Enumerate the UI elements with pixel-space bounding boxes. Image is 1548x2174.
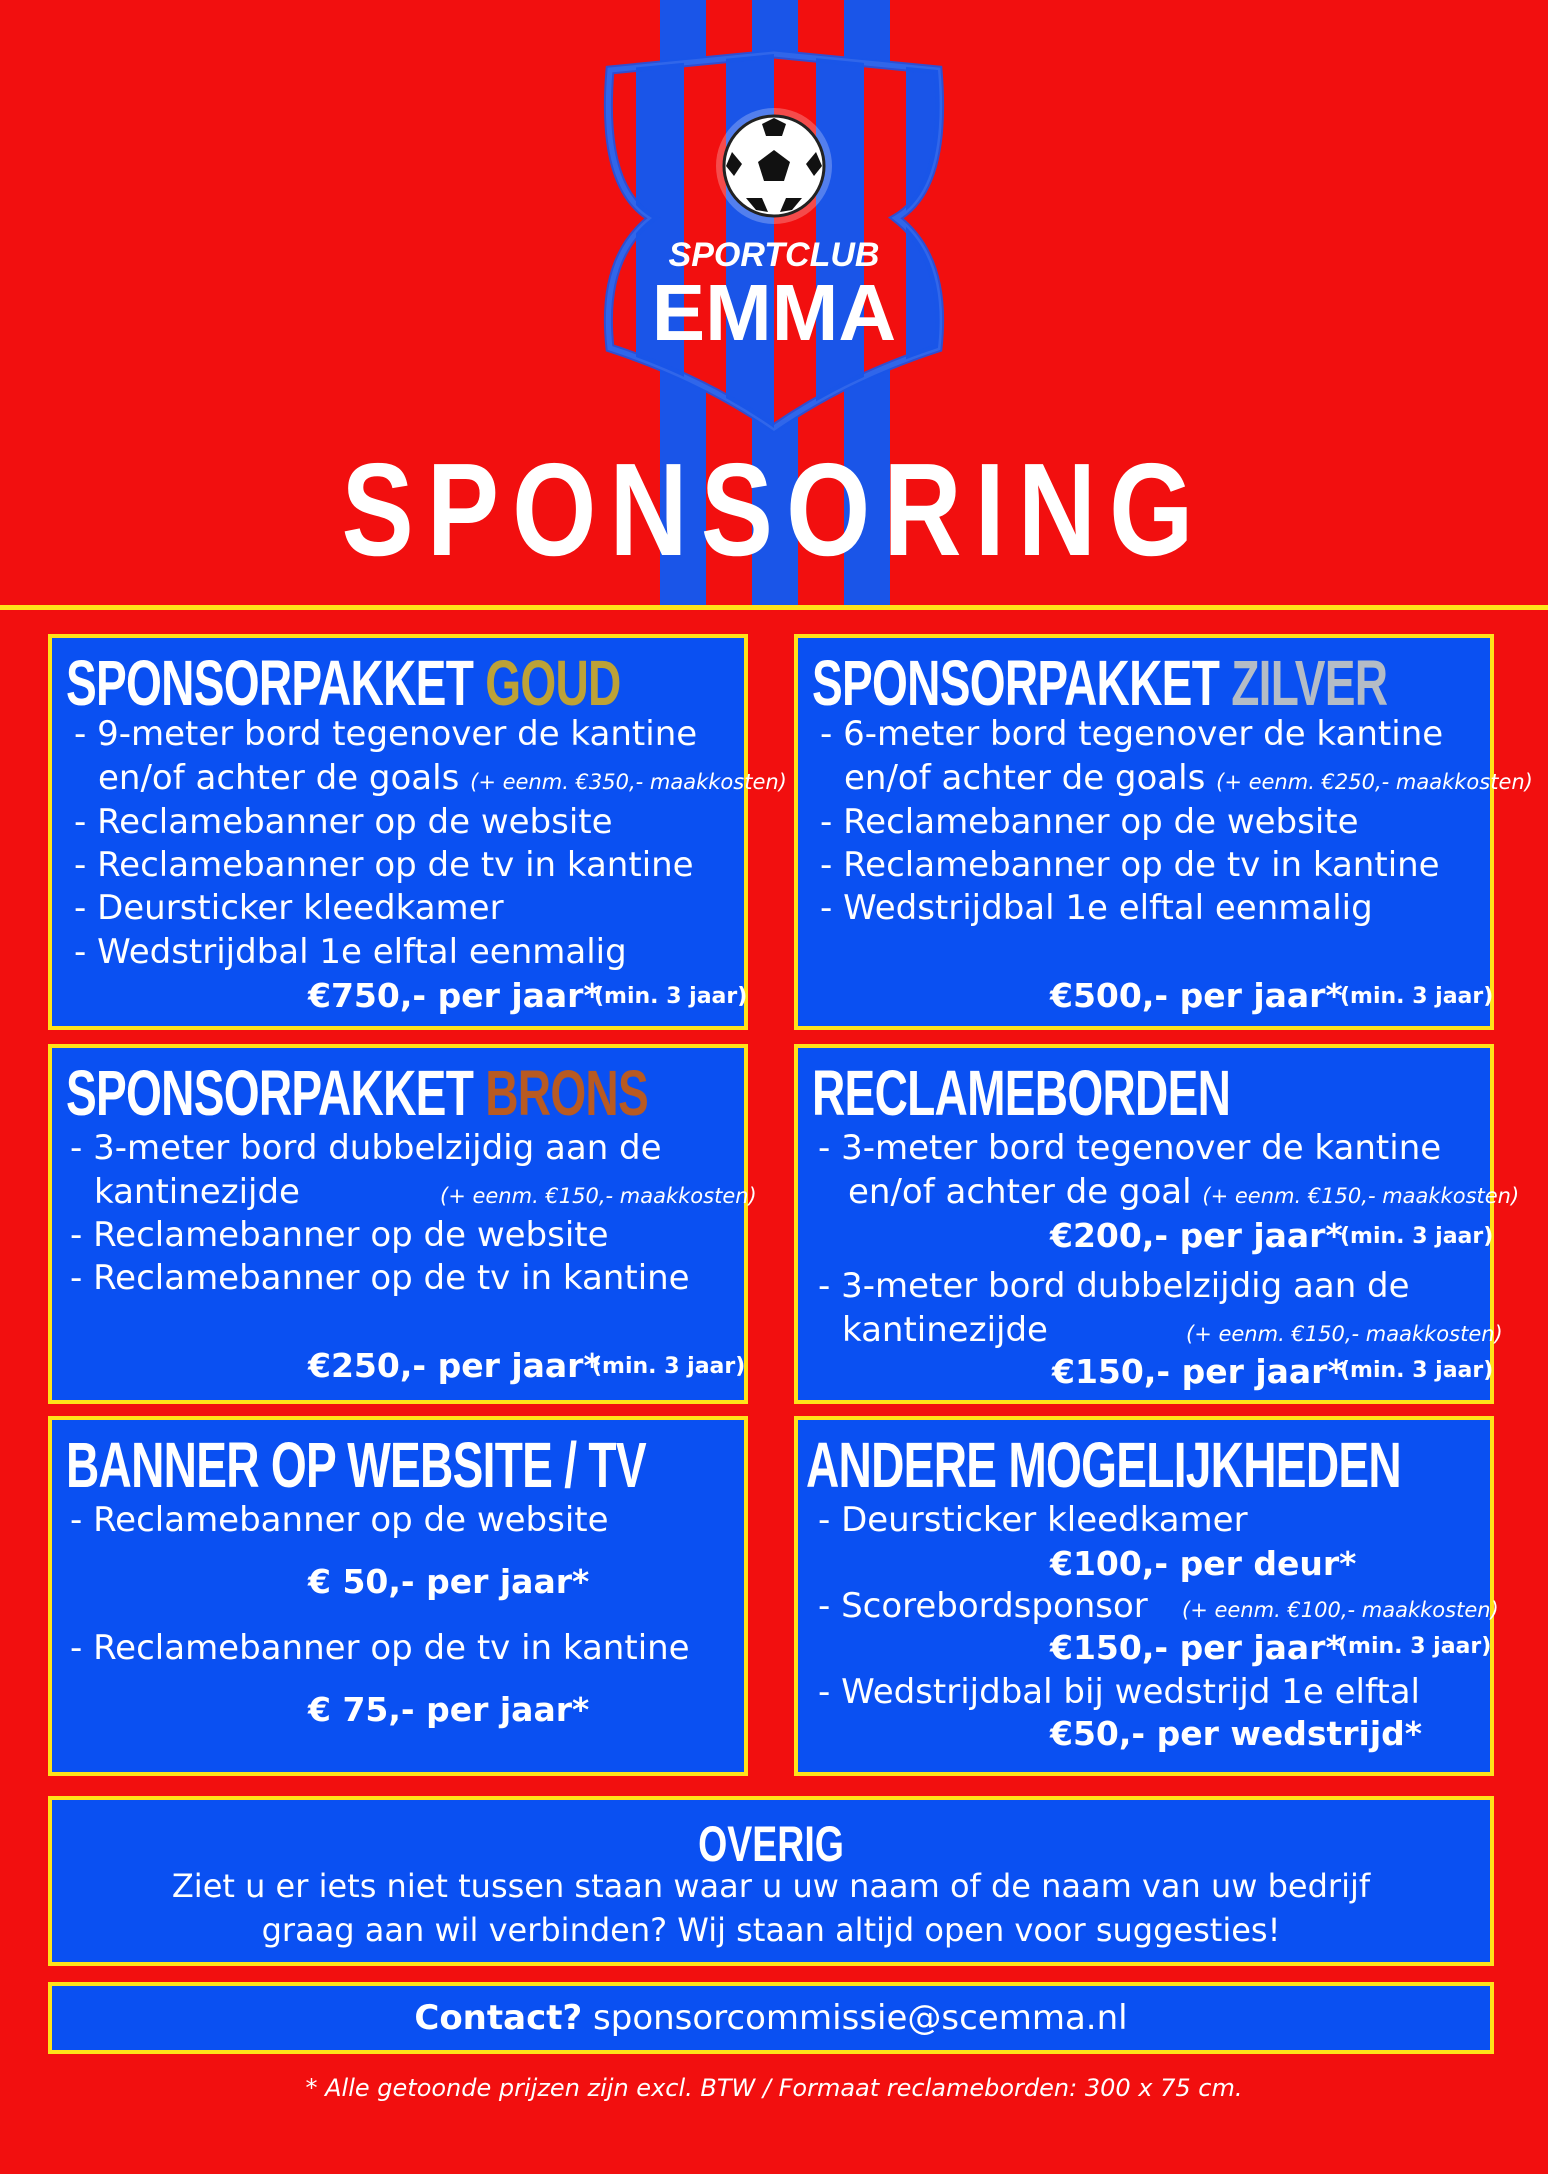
reclameborden [794, 1044, 1520, 1404]
banner-header: BANNER OP WEBSITE / TV [66, 1429, 646, 1501]
package-goud-header: SPONSORPAKKET GOUD [66, 647, 621, 719]
reclameborden-line-1: - 3-meter bord tegenover de kantine [818, 1128, 1442, 1168]
andere-line-1: - Deursticker kleedkamer [818, 1500, 1248, 1540]
goud-price: €750,- per jaar* [308, 976, 601, 1015]
andere-line-2-note: (+ eenm. €100,- maakkosten) [1182, 1598, 1499, 1622]
reclameborden-line-3: - 3-meter bord dubbelzijdig aan de [818, 1266, 1410, 1306]
footnote: * Alle getoonde prijzen zijn excl. BTW / Formaat reclameborden: 300 x 75 cm. [305, 2074, 1243, 2102]
package-brons [48, 1044, 757, 1404]
package-zilver [794, 634, 1533, 1030]
contact-label: Contact? [414, 1998, 583, 2038]
brons-line-4: - Reclamebanner op de tv in kantine [70, 1258, 690, 1298]
contact [48, 1982, 1494, 2054]
club-crest [596, 48, 952, 433]
goud-line-3: - Reclamebanner op de website [74, 802, 613, 842]
reclameborden-min-2: (min. 3 jaar) [1340, 1358, 1494, 1383]
zilver-line-5: - Wedstrijdbal 1e elftal eenmalig [820, 888, 1373, 928]
reclameborden-header: RECLAMEBORDEN [812, 1057, 1231, 1129]
andere-line-2: - Scorebordsponsor [818, 1586, 1148, 1626]
banner-price-1: € 50,- per jaar* [308, 1562, 590, 1601]
package-brons-header: SPONSORPAKKET BRONS [66, 1057, 649, 1129]
reclameborden-line-2: en/of achter de goal (+ eenm. €150,- maakkosten) [848, 1172, 1520, 1212]
andere-mogelijkheden [794, 1416, 1499, 1776]
andere-min-2: (min. 3 jaar) [1338, 1634, 1492, 1659]
svg-text:SPORTCLUB: SPORTCLUB [668, 236, 880, 274]
page-title: SPONSORING [341, 436, 1207, 583]
zilver-line-3: - Reclamebanner op de website [820, 802, 1359, 842]
zilver-min: (min. 3 jaar) [1340, 984, 1494, 1009]
goud-line-2: en/of achter de goals (+ eenm. €350,- maakkosten) [98, 758, 787, 798]
overig-text-1: Ziet u er iets niet tussen staan waar u uw naam of de naam van uw bedrijf [171, 1867, 1371, 1905]
goud-line-6: - Wedstrijdbal 1e elftal eenmalig [74, 932, 627, 972]
andere-price-1: €100,- per deur* [1050, 1544, 1357, 1583]
goud-line-5: - Deursticker kleedkamer [74, 888, 504, 928]
package-zilver-header: SPONSORPAKKET ZILVER [812, 647, 1388, 719]
overig-header: OVERIG [698, 1816, 844, 1872]
banner-website-tv [48, 1416, 748, 1776]
brons-line-3: - Reclamebanner op de website [70, 1215, 609, 1255]
overig [48, 1796, 1494, 1966]
banner-price-2: € 75,- per jaar* [308, 1690, 590, 1729]
banner-line-1: - Reclamebanner op de website [70, 1500, 609, 1540]
andere-header: ANDERE MOGELIJKHEDEN [806, 1429, 1401, 1501]
svg-text:EMMA: EMMA [651, 268, 897, 357]
brons-min: (min. 3 jaar) [592, 1354, 746, 1379]
andere-price-2: €150,- per jaar* [1050, 1628, 1343, 1667]
goud-line-4: - Reclamebanner op de tv in kantine [74, 845, 694, 885]
reclameborden-price-2: €150,- per jaar* [1052, 1352, 1345, 1391]
brons-price: €250,- per jaar* [308, 1346, 601, 1385]
reclameborden-min-1: (min. 3 jaar) [1340, 1224, 1494, 1249]
zilver-line-1: - 6-meter bord tegenover de kantine [820, 714, 1444, 754]
zilver-line-4: - Reclamebanner op de tv in kantine [820, 845, 1440, 885]
divider-line [0, 605, 1548, 610]
reclameborden-price-1: €200,- per jaar* [1050, 1216, 1343, 1255]
brons-line-1: - 3-meter bord dubbelzijdig aan de [70, 1128, 662, 1168]
andere-price-3: €50,- per wedstrijd* [1050, 1714, 1423, 1753]
zilver-line-2: en/of achter de goals (+ eenm. €250,- maakkosten) [844, 758, 1533, 798]
zilver-price: €500,- per jaar* [1050, 976, 1343, 1015]
reclameborden-line-4-note: (+ eenm. €150,- maakkosten) [1186, 1322, 1503, 1346]
goud-min: (min. 3 jaar) [594, 984, 748, 1009]
contact-email[interactable]: sponsorcommissie@scemma.nl [593, 1998, 1128, 2038]
brons-line-2-note: (+ eenm. €150,- maakkosten) [440, 1184, 757, 1208]
brons-line-2: kantinezijde [94, 1172, 300, 1212]
overig-text-2: graag aan wil verbinden? Wij staan altijd open voor suggesties! [261, 1911, 1281, 1949]
andere-line-3: - Wedstrijdbal bij wedstrijd 1e elftal [818, 1672, 1420, 1712]
soccer-ball-icon [716, 108, 832, 224]
reclameborden-line-4: kantinezijde [842, 1310, 1048, 1350]
contact-line [52, 1996, 1490, 2040]
package-goud [48, 634, 787, 1030]
banner-line-2: - Reclamebanner op de tv in kantine [70, 1628, 690, 1668]
goud-line-1: - 9-meter bord tegenover de kantine [74, 714, 698, 754]
